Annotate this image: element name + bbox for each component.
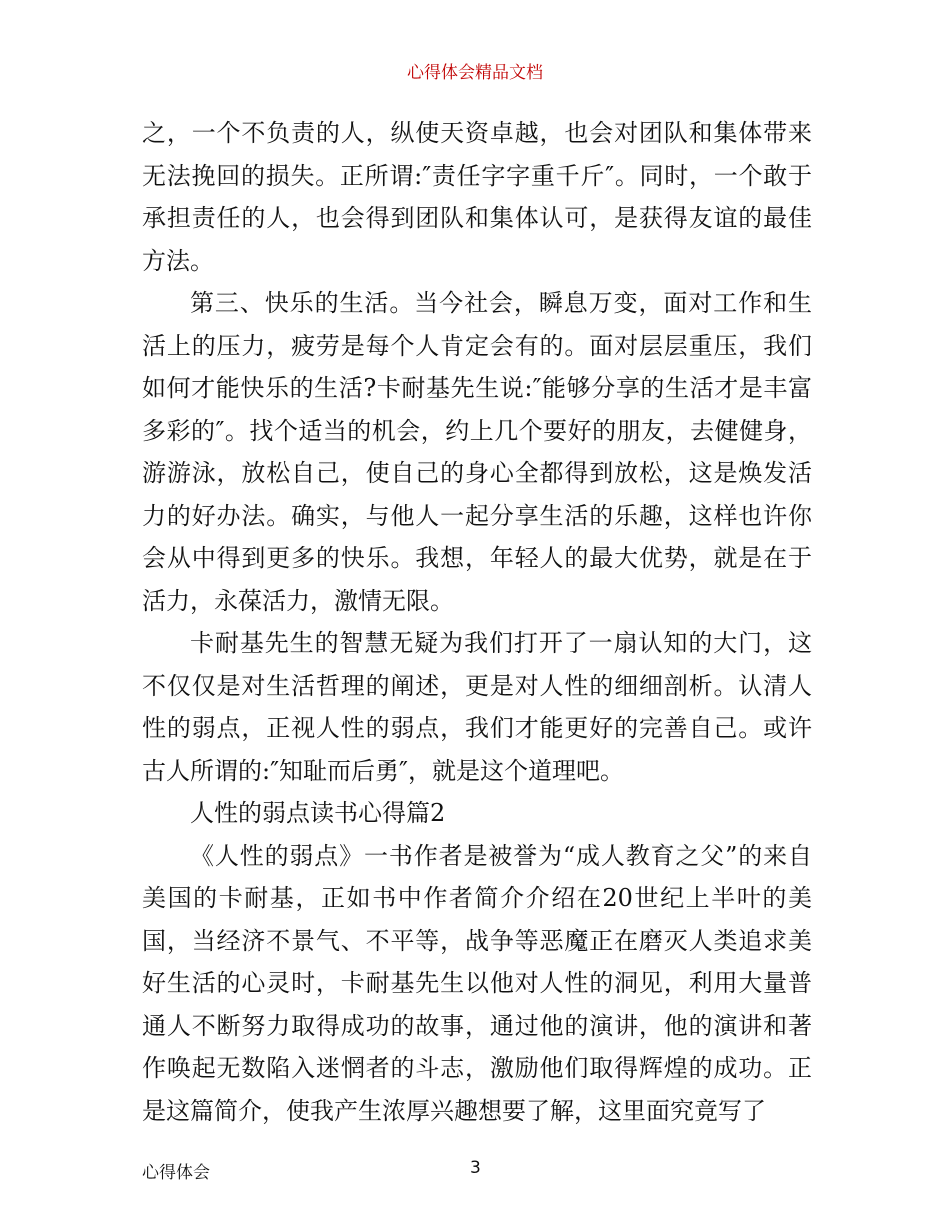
page-number: 3 [470,1158,481,1178]
paragraph-4: 《人性的弱点》一书作者是被誉为“成人教育之父”的来自美国的卡耐基，正如书中作者简介介绍在20世纪上半叶的美国，当经济不景气、不平等，战争等恶魔正在磨灭人类追求美好生活的心灵时，卡耐基先生以他对人性的洞见，利用大量普通人不断努力取得成功的故事，通过他的演讲，他的演讲和著作唤起无数陷入迷惘者的斗志，激励他们取得辉煌的成功。正是这篇简介，使我产生浓厚兴趣想要了解，这里面究竟写了 [142,841,812,1125]
document-body [142,112,812,1132]
page-header: 心得体会精品文档 [407,63,543,83]
paragraph-1: 之，一个不负责的人，纵使天资卓越，也会对团队和集体带来无法挽回的损失。正所谓:″责任字字重千斤″。同时，一个敢于承担责任的人，也会得到团队和集体认可，是获得友谊的最佳方法。 [142,119,812,275]
footer-label: 心得体会 [142,1163,210,1183]
paragraph-3: 卡耐基先生的智慧无疑为我们打开了一扇认知的大门，这不仅仅是对生活哲理的阐述，更是对人性的细细剖析。认清人性的弱点，正视人性的弱点，我们才能更好的完善自己。或许古人所谓的:″知耻而后勇″，就是这个道理吧。 [142,629,812,785]
section-heading: 人性的弱点读书心得篇2 [190,799,446,827]
paragraph-2: 第三、快乐的生活。当今社会，瞬息万变，面对工作和生活上的压力，疲劳是每个人肯定会有的。面对层层重压，我们如何才能快乐的生活?卡耐基先生说:″能够分享的生活才是丰富多彩的″。找个适当的机会，约上几个要好的朋友，去健健身，游游泳，放松自己，使自己的身心全都得到放松，这是焕发活力的好办法。确实，与他人一起分享生活的乐趣，这样也许你会从中得到更多的快乐。我想，年轻人的最大优势，就是在于活力，永葆活力，激情无限。 [142,289,812,615]
